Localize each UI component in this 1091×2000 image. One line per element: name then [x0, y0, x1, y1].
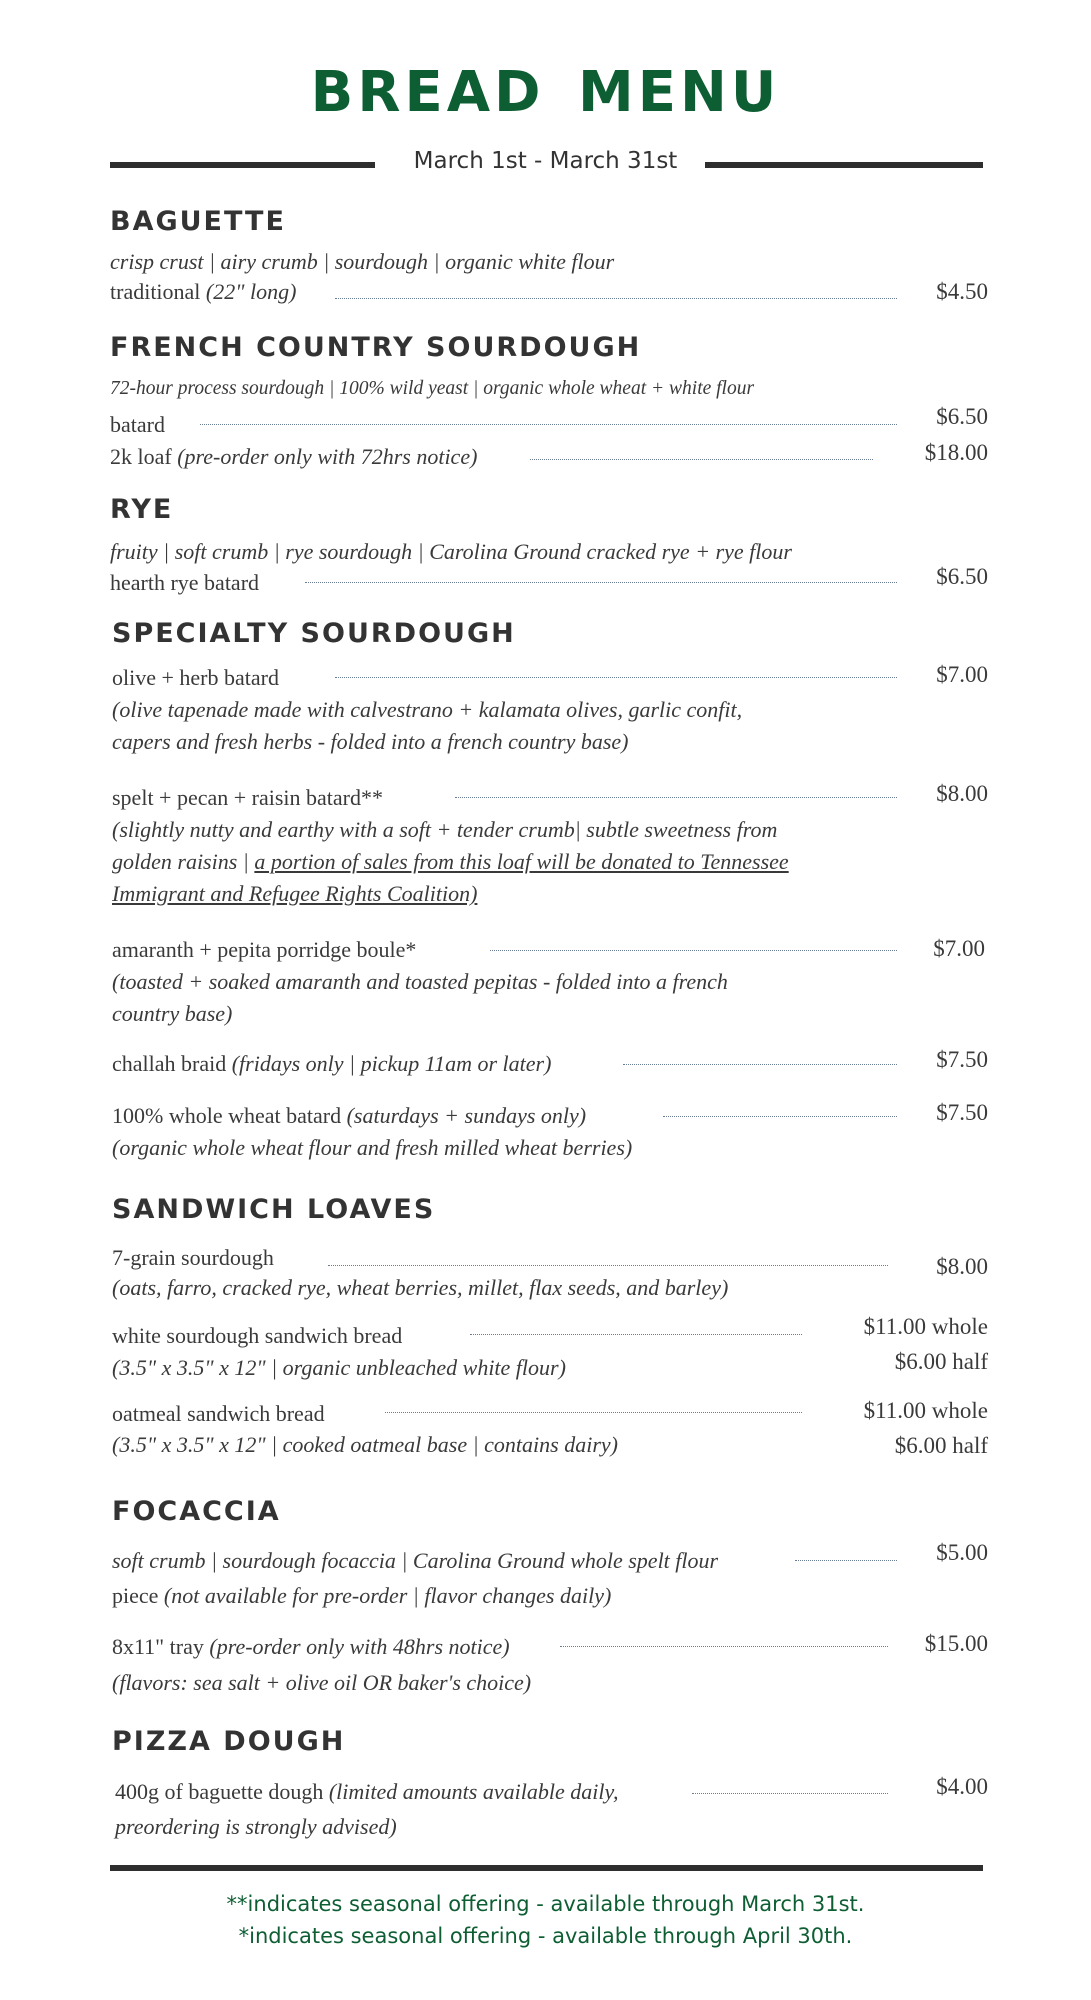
french-country-item-batard: batard [110, 412, 165, 437]
focaccia-item-piece [112, 1580, 611, 1612]
focaccia-description: soft crumb | sourdough focaccia | Carolina Ground whole spelt flour [112, 1548, 719, 1573]
sandwich-item-white-sourdough: white sourdough sandwich bread [112, 1323, 403, 1348]
spelt-description-1: (slightly nutty and earthy with a soft + tender crumb| subtle sweetness from [112, 817, 778, 842]
pizza-dough-description: preordering is strongly advised) [115, 1814, 397, 1839]
section-baguette-heading: BAGUETTE [110, 206, 286, 237]
specialty-item-whole-wheat-batard [112, 1100, 586, 1132]
price-leader [623, 1064, 897, 1065]
rye-item-hearth-batard: hearth rye batard [110, 570, 260, 595]
specialty-item-challah-braid [112, 1048, 551, 1080]
pizza-dough-price: $4.00 [936, 1774, 988, 1799]
french-country-2k-loaf-price: $18.00 [924, 440, 988, 465]
footer-rule [110, 1865, 983, 1871]
whole-wheat-batard-price: $7.50 [936, 1100, 988, 1125]
focaccia-piece-price: $5.00 [936, 1540, 988, 1565]
7-grain-description: (oats, farro, cracked rye, wheat berries, millet, flax seeds, and barley) [112, 1275, 729, 1300]
item-note: (limited amounts available daily, [323, 1779, 619, 1804]
baguette-description: crisp crust | airy crumb | sourdough | organic white flour [110, 249, 615, 274]
olive-herb-description-1: (olive tapenade made with calvestrano + kalamata olives, garlic confit, [112, 697, 743, 722]
price-leader [795, 1560, 897, 1561]
oatmeal-price-half: $6.00 half [894, 1433, 988, 1458]
price-leader [200, 424, 897, 425]
baguette-traditional-price: $4.50 [936, 279, 988, 304]
donation-note: a portion of sales from this loaf will be donated to Tennessee [254, 849, 789, 874]
white-sourdough-price-whole: $11.00 whole [863, 1314, 988, 1339]
item-name: 8x11" tray [112, 1634, 204, 1659]
french-country-item-2k-loaf [110, 441, 477, 473]
baguette-item-traditional [110, 276, 296, 308]
price-leader [490, 950, 897, 951]
item-name: 2k loaf [110, 444, 172, 469]
item-note: (fridays only | pickup 11am or later) [226, 1051, 552, 1076]
price-leader [560, 1646, 888, 1647]
focaccia-item-tray [112, 1631, 510, 1663]
focaccia-tray-description: (flavors: sea salt + olive oil OR baker's choice) [112, 1670, 532, 1695]
rye-hearth-batard-price: $6.50 [936, 564, 988, 589]
french-country-batard-price: $6.50 [936, 404, 988, 429]
item-note: (not available for pre-order | flavor changes daily) [158, 1583, 612, 1608]
pizza-dough-item [115, 1776, 619, 1808]
item-name: 400g of baguette dough [115, 1779, 324, 1804]
7-grain-price: $8.00 [936, 1254, 988, 1279]
footnote-double-asterisk: **indicates seasonal offering - available through March 31st. [226, 1892, 865, 1916]
item-name: 100% whole wheat batard [112, 1103, 342, 1128]
specialty-item-olive-herb: olive + herb batard [112, 665, 279, 690]
price-leader [335, 677, 897, 678]
header-rule-right [705, 162, 983, 168]
item-name: piece [112, 1583, 159, 1608]
amaranth-description-1: (toasted + soaked amaranth and toasted pepitas - folded into a french [112, 969, 728, 994]
item-note: (22" long) [200, 279, 297, 304]
specialty-item-spelt-pecan-raisin: spelt + pecan + raisin batard** [112, 785, 384, 810]
item-note: (pre-order only with 72hrs notice) [171, 444, 478, 469]
whole-wheat-description: (organic whole wheat flour and fresh milled wheat berries) [112, 1135, 633, 1160]
section-sandwich-heading: SANDWICH LOAVES [112, 1194, 436, 1225]
white-sourdough-price-half: $6.00 half [894, 1349, 988, 1374]
olive-herb-description-2: capers and fresh herbs - folded into a french country base) [112, 729, 629, 754]
price-leader [455, 797, 897, 798]
date-range: March 1st - March 31st [413, 148, 678, 174]
focaccia-tray-price: $15.00 [924, 1631, 988, 1656]
sandwich-item-7-grain: 7-grain sourdough [112, 1245, 274, 1270]
price-leader [385, 1412, 802, 1413]
footnote-single-asterisk: *indicates seasonal offering - available through April 30th. [238, 1924, 853, 1948]
oatmeal-price-whole: $11.00 whole [863, 1398, 988, 1423]
section-focaccia-heading: FOCACCIA [112, 1496, 281, 1527]
rye-description: fruity | soft crumb | rye sourdough | Carolina Ground cracked rye + rye flour [110, 539, 792, 564]
spelt-description-2a: golden raisins | [112, 849, 255, 874]
challah-braid-price: $7.50 [936, 1047, 988, 1072]
section-french-country-heading: FRENCH COUNTRY SOURDOUGH [110, 332, 642, 363]
section-rye-heading: RYE [110, 494, 174, 525]
section-pizza-dough-heading: PIZZA DOUGH [112, 1726, 346, 1757]
oatmeal-description: (3.5" x 3.5" x 12" | cooked oatmeal base | contains dairy) [112, 1432, 618, 1457]
price-leader [663, 1116, 897, 1117]
price-leader [470, 1334, 802, 1335]
item-name: challah braid [112, 1051, 227, 1076]
spelt-description-3: Immigrant and Refugee Rights Coalition) [112, 881, 478, 906]
spelt-description-2 [112, 846, 789, 878]
olive-herb-price: $7.00 [936, 662, 988, 687]
white-sourdough-description: (3.5" x 3.5" x 12" | organic unbleached white flour) [112, 1355, 566, 1380]
section-specialty-heading: SPECIALTY SOURDOUGH [112, 618, 516, 649]
sandwich-item-oatmeal: oatmeal sandwich bread [112, 1401, 325, 1426]
spelt-pecan-raisin-price: $8.00 [936, 781, 988, 806]
price-leader [530, 459, 873, 460]
price-leader [305, 582, 897, 583]
menu-title: BREAD MENU [310, 60, 781, 125]
price-leader [692, 1793, 888, 1794]
price-leader [328, 1265, 888, 1266]
amaranth-pepita-price: $7.00 [933, 936, 985, 961]
french-country-description: 72-hour process sourdough | 100% wild yeast | organic whole wheat + white flour [110, 378, 755, 399]
item-note: (pre-order only with 48hrs notice) [203, 1634, 510, 1659]
item-name: traditional [110, 279, 201, 304]
specialty-item-amaranth-pepita: amaranth + pepita porridge boule* [112, 937, 417, 962]
amaranth-description-2: country base) [112, 1001, 233, 1026]
price-leader [335, 298, 897, 299]
item-note: (saturdays + sundays only) [341, 1103, 587, 1128]
